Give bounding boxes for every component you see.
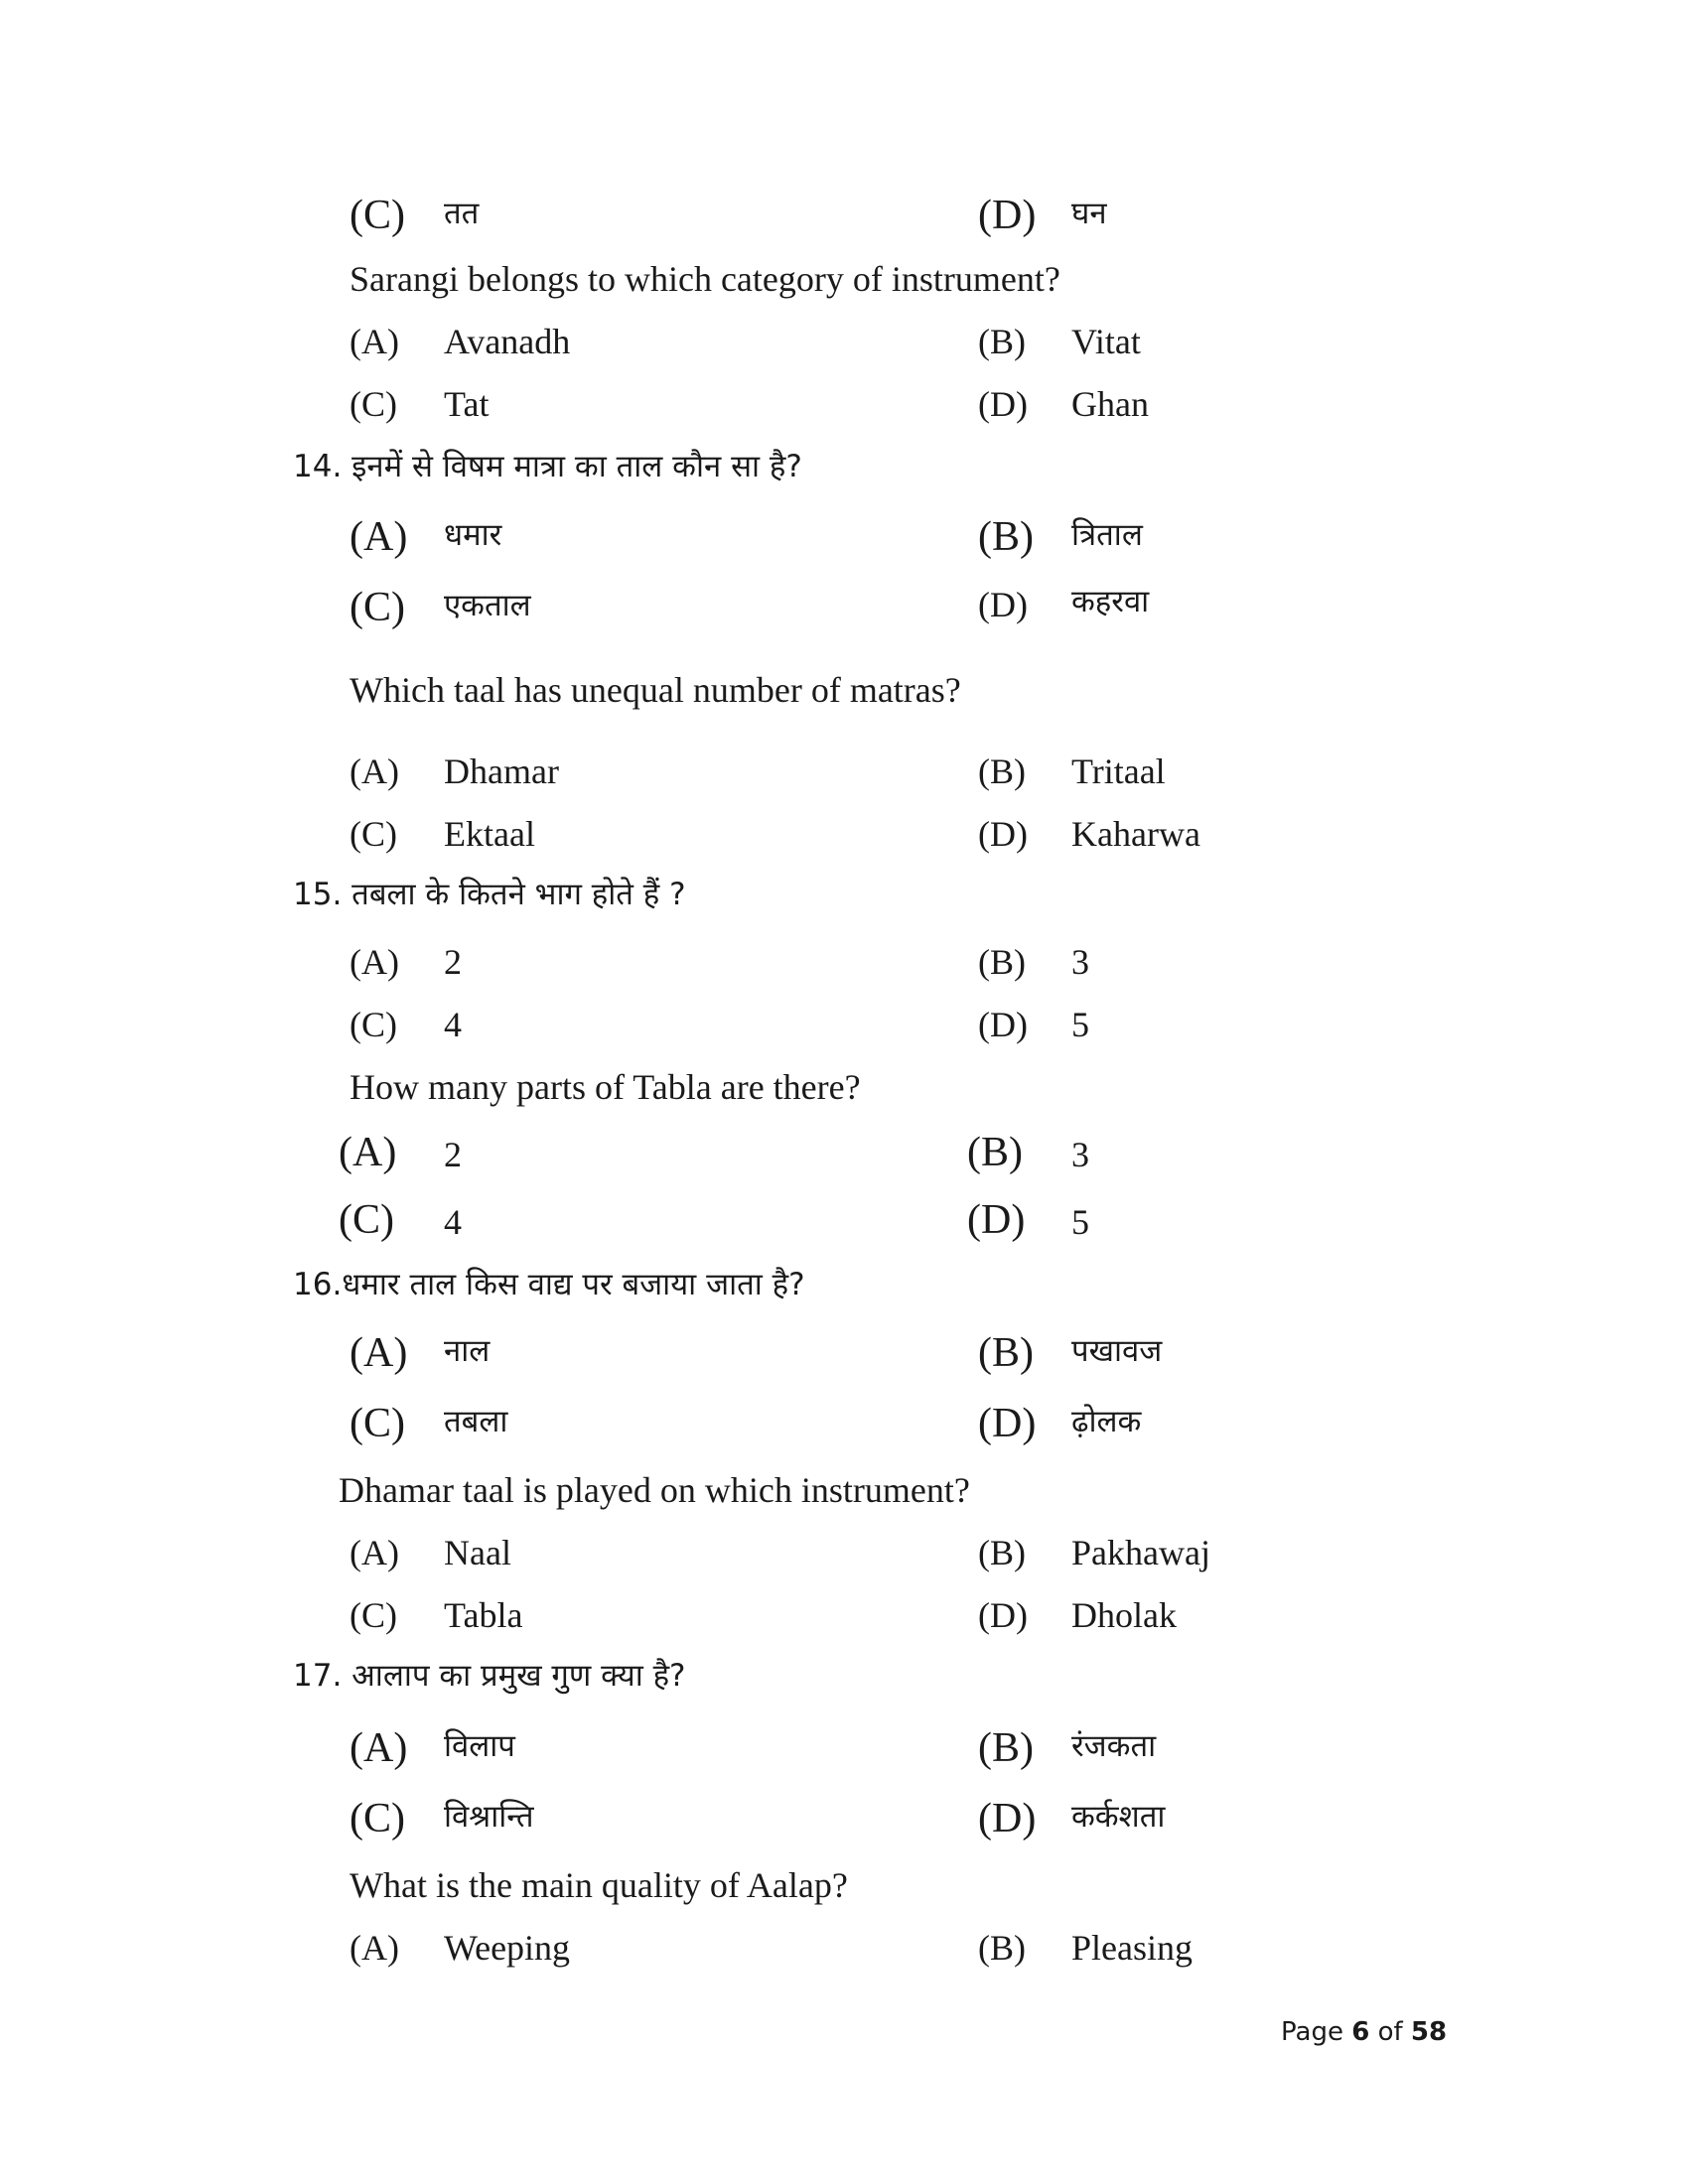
question-text: Dhamar taal is played on which instrument? xyxy=(339,1470,970,1510)
question-text: 16.धमार ताल किस वाद्य पर बजाया जाता है? xyxy=(293,1267,805,1302)
question-text: How many parts of Tabla are there? xyxy=(350,1067,861,1107)
option-text: पखावज xyxy=(1071,1333,1163,1369)
option-label: (D) xyxy=(978,193,1037,238)
option-text: कहरवा xyxy=(1071,584,1150,619)
option-label: (B) xyxy=(978,514,1034,560)
option-text: Naal xyxy=(444,1533,511,1572)
page-number xyxy=(1281,2019,1447,2045)
option-label: (D) xyxy=(978,585,1028,624)
option-label: (B) xyxy=(978,1330,1034,1376)
option-text: Vitat xyxy=(1071,322,1141,361)
option-text: कर्कशता xyxy=(1071,1799,1166,1835)
option-text: त्रिताल xyxy=(1071,517,1143,553)
option-label: (A) xyxy=(350,1725,408,1771)
option-label: (C) xyxy=(350,1595,397,1635)
option-text: Weeping xyxy=(444,1928,571,1968)
option-text: 2 xyxy=(444,1135,462,1174)
option-label: (D) xyxy=(978,814,1028,854)
option-label: (B) xyxy=(978,1725,1034,1771)
option-label: (B) xyxy=(978,1928,1026,1968)
option-label: (D) xyxy=(978,1796,1037,1842)
option-text: Avanadh xyxy=(444,322,571,361)
option-text: 3 xyxy=(1071,942,1089,982)
option-text: विलाप xyxy=(444,1728,515,1764)
option-label: (A) xyxy=(350,1533,399,1572)
option-label: (C) xyxy=(350,814,397,854)
option-label: (B) xyxy=(978,942,1026,982)
option-label: (D) xyxy=(967,1197,1026,1243)
option-text: Ghan xyxy=(1071,384,1149,424)
option-text: 2 xyxy=(444,942,462,982)
question-text: Sarangi belongs to which category of instrument? xyxy=(350,259,1060,299)
option-text: रंजकता xyxy=(1071,1728,1157,1764)
option-text: ढ़ोलक xyxy=(1071,1404,1142,1439)
page-total: 58 xyxy=(1410,2017,1448,2047)
option-text: Tat xyxy=(444,384,490,424)
option-text: Tritaal xyxy=(1071,751,1166,791)
page-prefix: Page xyxy=(1281,2017,1352,2047)
option-text: एकताल xyxy=(444,588,531,623)
option-text: Dholak xyxy=(1071,1595,1177,1635)
option-text: नाल xyxy=(444,1333,491,1369)
option-label: (A) xyxy=(350,751,399,791)
option-text: 5 xyxy=(1071,1005,1089,1044)
option-label: (C) xyxy=(350,585,405,630)
option-text: तत xyxy=(444,196,480,231)
option-text: Pakhawaj xyxy=(1071,1533,1210,1572)
option-text: 3 xyxy=(1071,1135,1089,1174)
option-text: तबला xyxy=(444,1404,508,1439)
option-label: (B) xyxy=(978,1533,1026,1572)
option-text: Dhamar xyxy=(444,751,559,791)
option-label: (C) xyxy=(350,1796,405,1842)
question-text: 15. तबला के कितने भाग होते हैं ? xyxy=(293,877,686,912)
option-label: (A) xyxy=(350,322,399,361)
page-middle: of xyxy=(1369,2017,1411,2047)
page-current: 6 xyxy=(1351,2017,1370,2047)
option-label: (A) xyxy=(350,942,399,982)
option-text: Pleasing xyxy=(1071,1928,1193,1968)
option-label: (C) xyxy=(350,1401,405,1446)
question-text: Which taal has unequal number of matras? xyxy=(350,670,961,710)
option-label: (A) xyxy=(350,1330,408,1376)
option-label: (C) xyxy=(350,193,405,238)
question-text: What is the main quality of Aalap? xyxy=(350,1865,848,1905)
option-label: (C) xyxy=(339,1197,394,1243)
option-label: (D) xyxy=(978,384,1028,424)
option-text: Kaharwa xyxy=(1071,814,1200,854)
question-text: 14. इनमें से विषम मात्रा का ताल कौन सा है? xyxy=(293,449,802,484)
option-label: (D) xyxy=(978,1005,1028,1044)
option-text: 4 xyxy=(444,1202,462,1242)
option-label: (C) xyxy=(350,1005,397,1044)
option-text: Tabla xyxy=(444,1595,523,1635)
option-text: घन xyxy=(1071,196,1107,231)
option-label: (C) xyxy=(350,384,397,424)
option-label: (D) xyxy=(978,1595,1028,1635)
option-label: (B) xyxy=(967,1130,1023,1175)
option-text: विश्रान्ति xyxy=(444,1799,534,1835)
option-label: (A) xyxy=(339,1130,397,1175)
option-label: (D) xyxy=(978,1401,1037,1446)
option-text: धमार xyxy=(444,517,502,553)
option-text: 5 xyxy=(1071,1202,1089,1242)
option-label: (A) xyxy=(350,514,408,560)
option-label: (B) xyxy=(978,751,1026,791)
option-label: (B) xyxy=(978,322,1026,361)
question-text: 17. आलाप का प्रमुख गुण क्या है? xyxy=(293,1658,686,1694)
option-label: (A) xyxy=(350,1928,399,1968)
option-text: Ektaal xyxy=(444,814,535,854)
option-text: 4 xyxy=(444,1005,462,1044)
